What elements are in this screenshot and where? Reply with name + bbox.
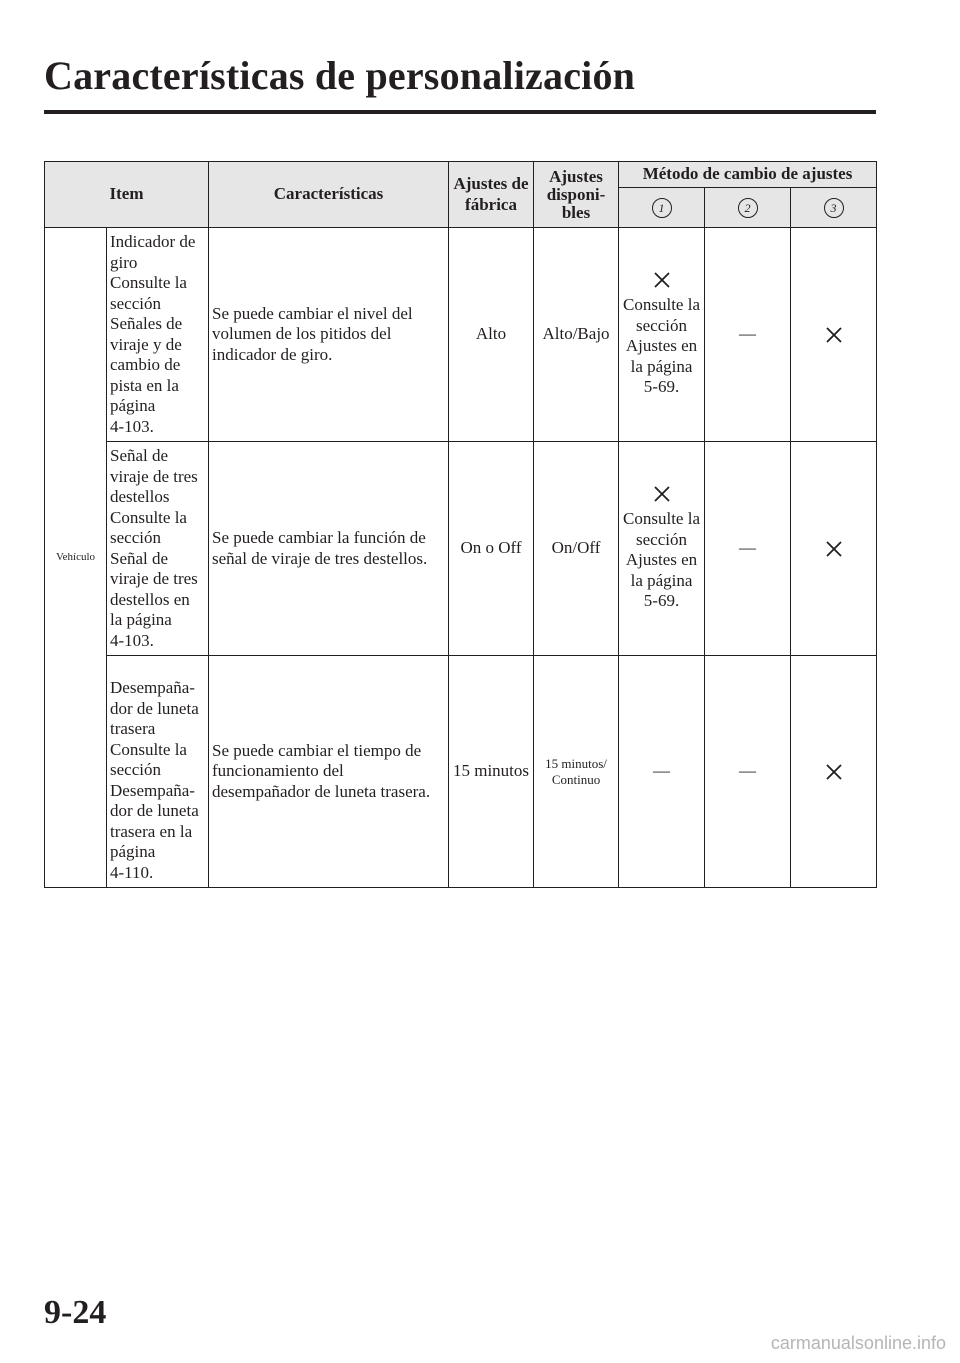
table-row xyxy=(45,656,877,888)
method-3-cell xyxy=(791,442,877,656)
feature-description: Se puede cambiar la función de señal de viraje de tres destellos. xyxy=(209,442,449,656)
cross-icon xyxy=(825,540,843,558)
header-factory-settings: Ajustes de fábrica xyxy=(449,162,534,228)
header-method-1 xyxy=(619,188,705,228)
method-note: Consulte la sección Ajustes en la página 5-69. xyxy=(623,509,700,611)
watermark: carmanualsonline.info xyxy=(770,1333,946,1353)
factory-setting: 15 minutos xyxy=(449,656,534,888)
method-1-cell xyxy=(619,228,705,442)
header-item: Item xyxy=(45,162,209,228)
cross-icon xyxy=(825,326,843,344)
circled-number-3: 3 xyxy=(824,198,844,218)
circled-number-1: 1 xyxy=(652,198,672,218)
method-2-cell xyxy=(705,228,791,442)
table-row xyxy=(45,442,877,656)
header-available-settings: Ajustes disponi- bles xyxy=(534,162,619,228)
method-note: Consulte la sección Ajustes en la página 5-69. xyxy=(623,295,700,397)
method-3-cell xyxy=(791,228,877,442)
factory-setting: Alto xyxy=(449,228,534,442)
header-features: Características xyxy=(209,162,449,228)
item-cell: Desempaña- dor de luneta trasera Consulte la sección Desempaña- dor de luneta trasera en la página 4-110. xyxy=(107,656,209,888)
group-label: Vehículo xyxy=(45,228,107,888)
cross-icon xyxy=(653,485,671,503)
page-title: Características de personalización xyxy=(44,53,636,98)
available-settings: On/Off xyxy=(534,442,619,656)
dash: — xyxy=(739,324,757,344)
method-1-cell xyxy=(619,442,705,656)
title-rule xyxy=(44,110,876,114)
factory-setting: On o Off xyxy=(449,442,534,656)
header-method-3 xyxy=(791,188,877,228)
available-settings: 15 minutos/ Continuo xyxy=(534,656,619,888)
circled-number-2: 2 xyxy=(738,198,758,218)
customization-table xyxy=(44,161,877,888)
dash: — xyxy=(739,538,757,558)
method-2-cell xyxy=(705,656,791,888)
page-number: 9-24 xyxy=(44,1294,107,1331)
cross-icon xyxy=(825,763,843,781)
dash: — xyxy=(739,761,757,781)
cross-icon xyxy=(653,271,671,289)
method-1-cell xyxy=(619,656,705,888)
dash: — xyxy=(653,761,671,781)
item-cell: Señal de viraje de tres destellos Consulte la sección Señal de viraje de tres destellos en la página 4-103. xyxy=(107,442,209,656)
feature-description: Se puede cambiar el tiempo de funcionamiento del desempañador de luneta trasera. xyxy=(209,656,449,888)
available-settings: Alto/Bajo xyxy=(534,228,619,442)
header-change-method: Método de cambio de ajustes xyxy=(619,162,877,188)
feature-description: Se puede cambiar el nivel del volumen de los pitidos del indicador de giro. xyxy=(209,228,449,442)
item-cell: Indicador de giro Consulte la sección Señales de viraje y de cambio de pista en la página 4-103. xyxy=(107,228,209,442)
method-2-cell xyxy=(705,442,791,656)
table-row xyxy=(45,228,877,442)
header-method-2 xyxy=(705,188,791,228)
method-3-cell xyxy=(791,656,877,888)
